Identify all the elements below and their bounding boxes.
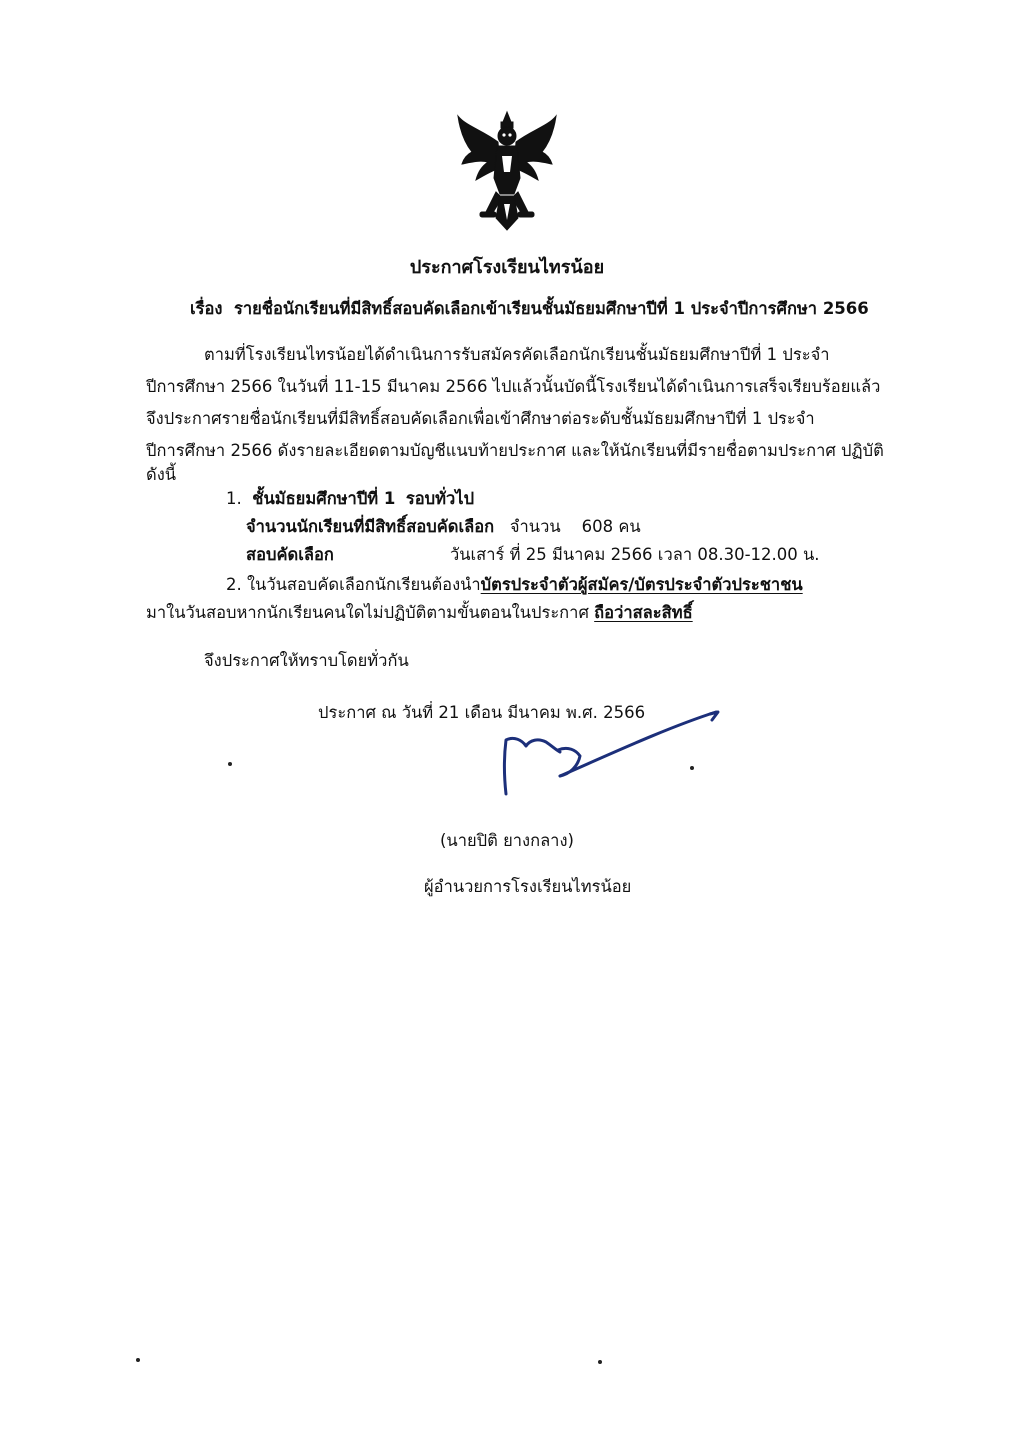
item-1-round: รอบทั่วไป — [405, 489, 475, 508]
document-heading: ประกาศโรงเรียนไทรน้อย — [409, 257, 605, 278]
count-label: จำนวนนักเรียนที่มีสิทธิ์สอบคัดเลือก — [246, 517, 495, 536]
body-line-4: ปีการศึกษา 2566 ดังรายละเอียดตามบัญชีแนบท้ายประกาศ และให้นักเรียนที่มีรายชื่อตามประกาศ ปฏิบัติ — [146, 441, 884, 460]
handwritten-signature — [496, 706, 732, 806]
count-value: 608 — [581, 517, 614, 536]
item-1-title: ชั้นมัธยมศึกษาปีที่ 1 — [252, 489, 396, 508]
closing-statement: จึงประกาศให้ทราบโดยทั่วกัน — [204, 651, 409, 670]
body-line-5: ดังนี้ — [146, 465, 177, 484]
garuda-emblem-icon — [452, 108, 562, 234]
item-2-line-2 — [146, 600, 693, 626]
subject-label: เรื่อง — [190, 299, 223, 318]
scan-speck — [136, 1358, 140, 1362]
signer-name: (นายปิติ ยางกลาง) — [440, 831, 574, 850]
body-line-3: จึงประกาศรายชื่อนักเรียนที่มีสิทธิ์สอบคัดเลือกเพื่อเข้าศึกษาต่อระดับชั้นมัธยมศึกษาปีที่ 1 ประจำ — [146, 409, 815, 428]
item-2-prefix: 2. ในวันสอบคัดเลือกนักเรียนต้องนำ — [226, 575, 481, 594]
scan-speck — [228, 762, 232, 766]
scan-speck — [690, 766, 694, 770]
exam-label: สอบคัดเลือก — [246, 545, 334, 564]
item-1-line — [226, 486, 474, 512]
subject-line — [190, 296, 869, 322]
item-2-line-1 — [226, 572, 803, 598]
item-2-line-2-prefix: มาในวันสอบหากนักเรียนคนใดไม่ปฏิบัติตามขั้นตอนในประกาศ — [146, 603, 589, 622]
scan-speck — [598, 1360, 602, 1364]
announce-date: ประกาศ ณ วันที่ 21 เดือน มีนาคม พ.ศ. 2566 — [318, 703, 646, 722]
item-1-count-line — [246, 514, 641, 540]
item-2-consequence: ถือว่าสละสิทธิ์ — [594, 603, 693, 622]
body-line-1: ตามที่โรงเรียนไทรน้อยได้ดำเนินการรับสมัครคัดเลือกนักเรียนชั้นมัธยมศึกษาปีที่ 1 ประจำ — [204, 345, 830, 364]
count-word: จำนวน — [509, 517, 561, 536]
item-2-required-documents: บัตรประจำตัวผู้สมัคร/บัตรประจำตัวประชาชน — [480, 575, 803, 594]
exam-datetime: วันเสาร์ ที่ 25 มีนาคม 2566 เวลา 08.30-12.00 น. — [450, 545, 820, 564]
subject-text: รายชื่อนักเรียนที่มีสิทธิ์สอบคัดเลือกเข้าเรียนชั้นมัธยมศึกษาปีที่ 1 ประจำปีการศึกษา 2566 — [233, 299, 869, 318]
count-unit: คน — [618, 517, 641, 536]
item-1-number: 1. — [226, 489, 242, 508]
signer-title: ผู้อำนวยการโรงเรียนไทรน้อย — [424, 877, 632, 896]
body-line-2: ปีการศึกษา 2566 ในวันที่ 11-15 มีนาคม 2566 ไปแล้วนั้นบัดนี้โรงเรียนได้ดำเนินการเสร็จเรียบร้อยแล้ว — [146, 377, 881, 396]
